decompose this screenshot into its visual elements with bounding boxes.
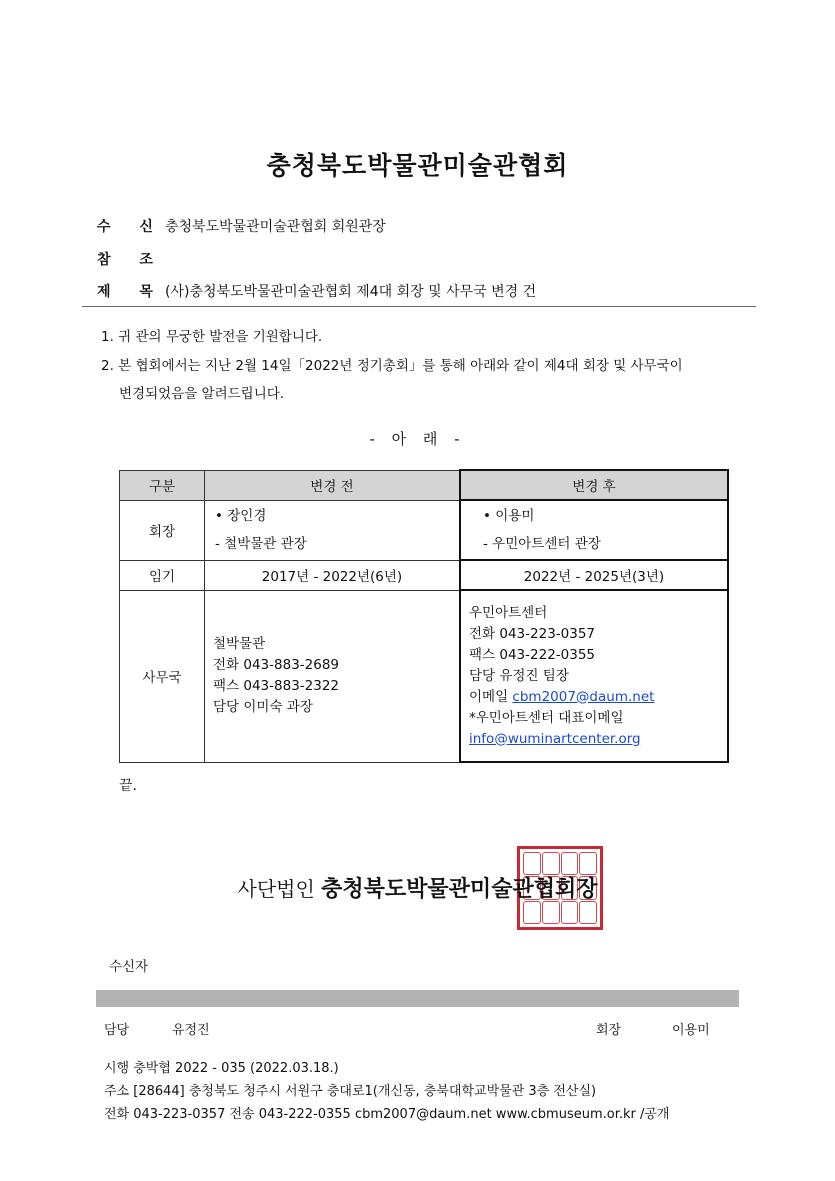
recipient-key: 수 신 — [97, 219, 165, 235]
change-table — [119, 469, 729, 763]
office-after-rep-row — [461, 729, 727, 750]
header-divider — [82, 306, 756, 307]
term-label: 임기 — [120, 560, 205, 590]
subject-key: 제 목 — [97, 284, 165, 300]
body-paragraph-2-cont: 변경되었음을 알려드립니다. — [119, 386, 285, 402]
signature-prefix: 사단법인 — [237, 877, 315, 901]
table-row-president — [120, 500, 729, 560]
subject-value: (사)충청북도박물관미술관협회 제4대 회장 및 사무국 변경 건 — [165, 284, 537, 300]
office-after-email-label: 이메일 — [469, 688, 509, 705]
office-label: 사무국 — [120, 590, 205, 762]
footer-head-label: 회장 — [596, 1023, 622, 1038]
recipients-label: 수신자 — [109, 959, 149, 975]
president-before — [205, 500, 461, 560]
below-heading: - 아 래 - — [369, 430, 466, 448]
footer-bar — [96, 990, 739, 1007]
footer-address: 주소 [28644] 충청북도 청주시 서원구 충대로1(개신동, 충북대학교박물관 3층 전산실) — [104, 1084, 597, 1099]
office-after-org: 우민아트센터 — [469, 604, 548, 621]
office-after — [460, 590, 728, 762]
office-before — [205, 590, 461, 762]
document-title: 충청북도박물관미술관협회 — [266, 151, 569, 180]
footer-contact: 전화 043-223-0357 전송 043-222-0355 cbm2007@daum.net www.cbmuseum.or.kr /공개 — [104, 1107, 670, 1122]
term-after: 2022년 - 2025년(3년) — [460, 560, 728, 590]
signature-name: 충청북도박물관미술관협회장 — [321, 877, 598, 902]
president-after — [460, 500, 728, 560]
president-label: 회장 — [120, 500, 205, 560]
president-after-name: • 이용미 — [483, 508, 535, 524]
term-before: 2017년 - 2022년(6년) — [205, 560, 461, 590]
office-after-phone: 전화 043-223-0357 — [469, 625, 596, 642]
office-after-fax: 팩스 043-222-0355 — [469, 646, 596, 663]
header-before: 변경 전 — [205, 470, 461, 500]
reference-row — [97, 249, 165, 269]
body-paragraph-2: 2. 본 협회에서는 지난 2월 14일「2022년 정기총회」를 통해 아래와 같이 제4대 회장 및 사무국이 — [101, 358, 683, 374]
body-paragraph-1: 1. 귀 관의 무궁한 발전을 기원합니다. — [101, 329, 323, 345]
office-after-rep-label: *우민아트센터 대표이메일 — [469, 709, 624, 726]
footer-enforcement: 시행 충박협 2022 - 035 (2022.03.18.) — [104, 1061, 339, 1076]
office-after-email-row — [461, 687, 727, 708]
table-header-row — [120, 470, 729, 500]
office-before-staff: 담당 이미숙 과장 — [213, 699, 313, 715]
header-category: 구분 — [120, 470, 205, 500]
office-before-org: 철박물관 — [213, 636, 266, 652]
office-after-email-link[interactable]: cbm2007@daum.net — [512, 688, 655, 705]
end-mark: 끝. — [119, 778, 137, 794]
president-before-name: • 장인경 — [215, 508, 267, 524]
president-after-title: - 우민아트센터 관장 — [483, 536, 601, 552]
office-after-rep-email-link[interactable]: info@wuminartcenter.org — [469, 730, 641, 747]
footer-head-name: 이용미 — [672, 1023, 710, 1038]
subject-row — [97, 281, 536, 301]
footer-staff-name: 유정진 — [172, 1023, 210, 1038]
president-before-title: - 철박물관 관장 — [215, 536, 307, 552]
table-row-term — [120, 560, 729, 590]
signature-line — [0, 872, 835, 903]
header-after: 변경 후 — [460, 470, 728, 500]
footer-staff-label: 담당 — [104, 1023, 130, 1038]
office-before-fax: 팩스 043-883-2322 — [213, 678, 340, 694]
office-after-staff: 담당 유정진 팀장 — [469, 667, 569, 684]
recipient-value: 충청북도박물관미술관협회 회원관장 — [165, 219, 386, 235]
table-row-office — [120, 590, 729, 762]
reference-key: 참 조 — [97, 252, 165, 268]
office-before-phone: 전화 043-883-2689 — [213, 657, 340, 673]
recipient-row — [97, 216, 386, 236]
